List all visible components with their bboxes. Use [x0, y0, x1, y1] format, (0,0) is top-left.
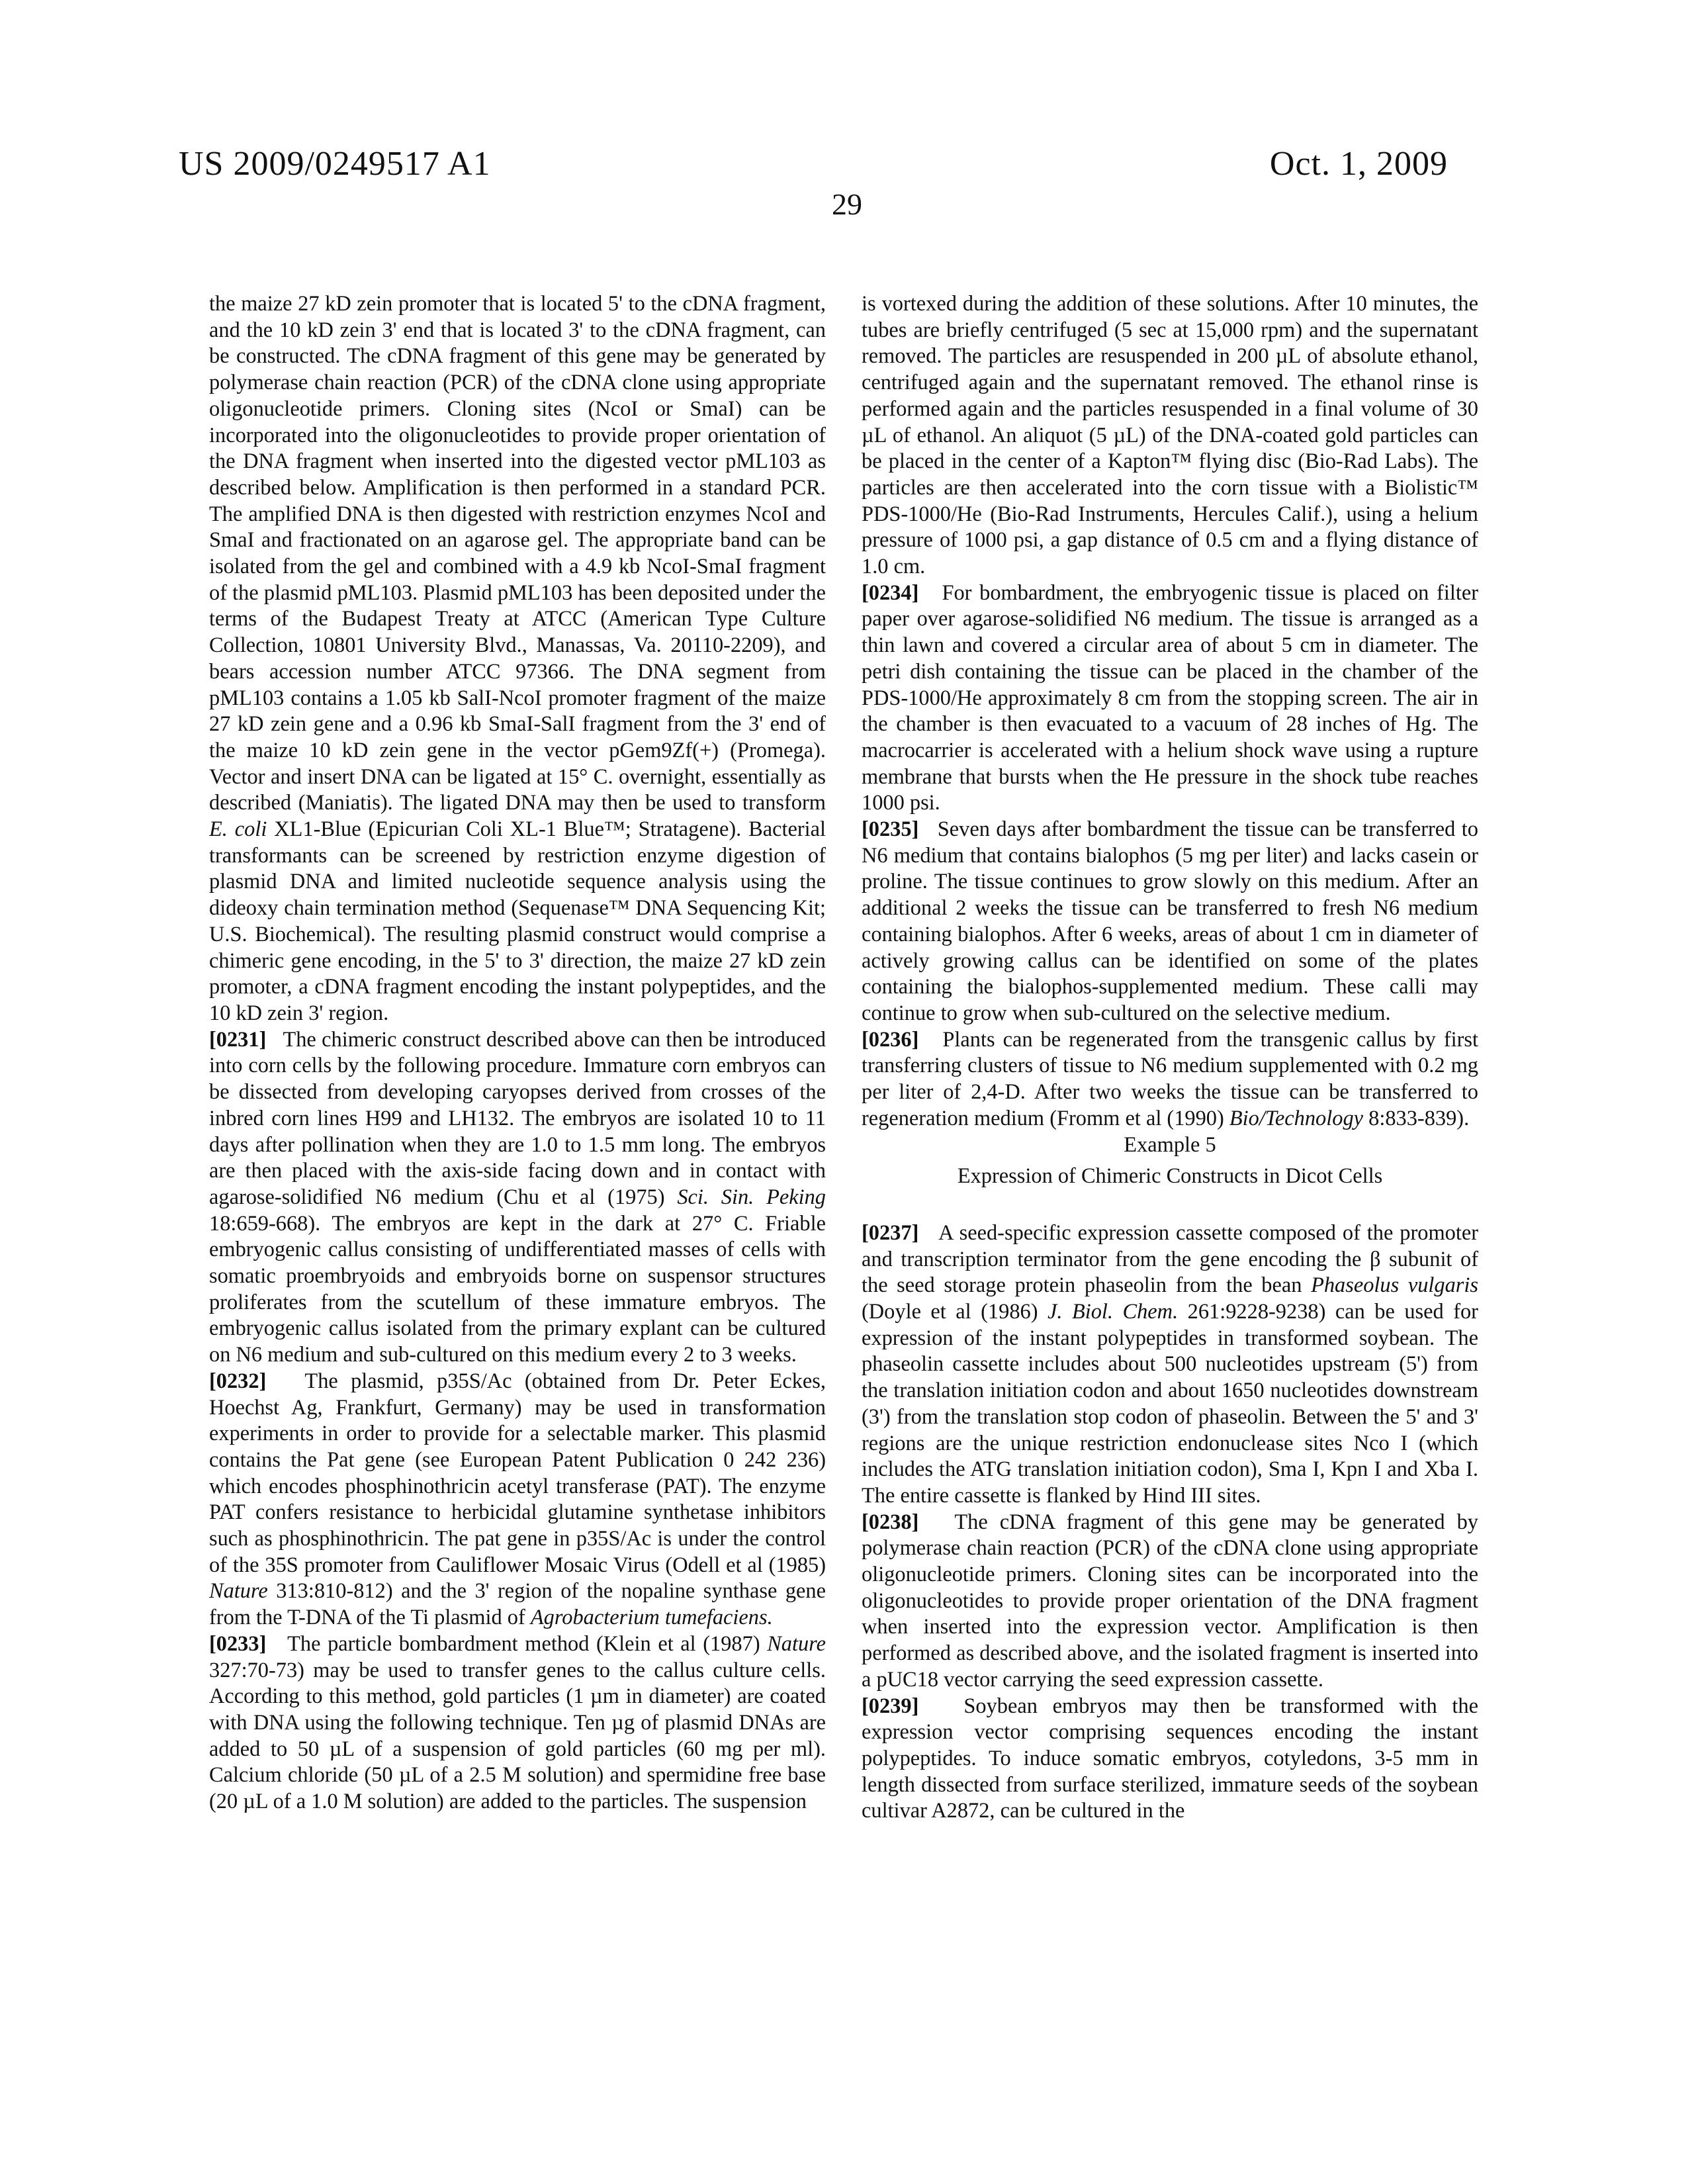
- paragraph-0235: [0235] Seven days after bombardment the tissue can be transferred to N6 medium that contains bialophos (5 mg per liter) and lacks casein or proline. The tissue continues to grow slowly on this medium. After an additional 2 weeks the tissue can be transferred to fresh N6 medium containing bialophos. After 6 weeks, areas of about 1 cm in diameter of actively growing callus can be identified on some of the plates containing the bialophos-supplemented medium. These calli may continue to grow when sub-cultured on the selective medium.: [862, 817, 1478, 1027]
- paragraph-number: [0237]: [862, 1221, 938, 1245]
- paragraph-number: [0232]: [209, 1369, 304, 1393]
- left-column: [209, 291, 826, 2144]
- example-heading: Example 5: [862, 1132, 1478, 1159]
- page-header: [0, 0, 1694, 265]
- paragraph-number: [0235]: [862, 817, 938, 841]
- paragraph-0239: [0239] Soybean embryos may then be transformed with the expression vector comprising sequences encoding the instant polypeptides. To induce somatic embryos, cotyledons, 3-5 mm in length dissected from surface sterilized, immature seeds of the soybean cultivar A2872, can be cultured in the: [862, 1694, 1478, 1825]
- paragraph-continuation: the maize 27 kD zein promoter that is located 5' to the cDNA fragment, and the 10 kD zein 3' end that is located 3' to the cDNA fragment, can be constructed. The cDNA fragment of this gene may be generated by polymerase chain reaction (PCR) of the cDNA clone using appropriate oligonucleotide primers. Cloning sites (NcoI or SmaI) can be incorporated into the oligonucleotides to provide proper orientation of the DNA fragment when inserted into the digested vector pML103 as described below. Amplification is then performed in a standard PCR. The amplified DNA is then digested with restriction enzymes NcoI and SmaI and fractionated on an agarose gel. The appropriate band can be isolated from the gel and combined with a 4.9 kb NcoI-SmaI fragment of the plasmid pML103. Plasmid pML103 has been deposited under the terms of the Budapest Treaty at ATCC (American Type Culture Collection, 10801 University Blvd., Manassas, Va. 20110-2209), and bears accession number ATCC 97366. The DNA segment from pML103 contains a 1.05 kb SalI-NcoI promoter fragment of the maize 27 kD zein gene and a 0.96 kb SmaI-SalI fragment from the 3' end of the maize 10 kD zein gene in the vector pGem9Zf(+) (Promega). Vector and insert DNA can be ligated at 15° C. overnight, essentially as described (Maniatis). The ligated DNA may then be used to transform E. coli XL1-Blue (Epicurian Coli XL-1 Blue™; Stratagene). Bacterial transformants can be screened by restriction enzyme digestion of plasmid DNA and limited nucleotide sequence analysis using the dideoxy chain termination method (Sequenase™ DNA Sequencing Kit; U.S. Biochemical). The resulting plasmid construct would comprise a chimeric gene encoding, in the 5' to 3' direction, the maize 27 kD zein promoter, a cDNA fragment encoding the instant polypeptides, and the 10 kD zein 3' region.: [209, 291, 826, 1027]
- paragraph-number: [0234]: [862, 581, 942, 605]
- paragraph-number: [0233]: [209, 1632, 287, 1656]
- paragraph-continuation: is vortexed during the addition of these solutions. After 10 minutes, the tubes are briefly centrifuged (5 sec at 15,000 rpm) and the supernatant removed. The particles are resuspended in 200 µL of absolute ethanol, centrifuged again and the supernatant removed. The ethanol rinse is performed again and the particles resuspended in a final volume of 30 µL of ethanol. An aliquot (5 µL) of the DNA-coated gold particles can be placed in the center of a Kapton™ flying disc (Bio-Rad Labs). The particles are then accelerated into the corn tissue with a Biolistic™ PDS-1000/He (Bio-Rad Instruments, Hercules Calif.), using a helium pressure of 1000 psi, a gap distance of 0.5 cm and a flying distance of 1.0 cm.: [862, 291, 1478, 580]
- paragraph-0231: [0231] The chimeric construct described above can then be introduced into corn cells by the following procedure. Immature corn embryos can be dissected from developing caryopses derived from crosses of the inbred corn lines H99 and LH132. The embryos are isolated 10 to 11 days after pollination when they are 1.0 to 1.5 mm long. The embryos are then placed with the axis-side facing down and in contact with agarose-solidified N6 medium (Chu et al (1975) Sci. Sin. Peking 18:659-668). The embryos are kept in the dark at 27° C. Friable embryogenic callus consisting of undifferentiated masses of cells with somatic proembryoids and embryoids borne on suspensor structures proliferates from the scutellum of these immature embryos. The embryogenic callus isolated from the primary explant can be cultured on N6 medium and sub-cultured on this medium every 2 to 3 weeks.: [209, 1027, 826, 1369]
- paragraph-0236: [0236] Plants can be regenerated from the transgenic callus by first transferring clusters of tissue to N6 medium supplemented with 0.2 mg per liter of 2,4-D. After two weeks the tissue can be transferred to regeneration medium (Fromm et al (1990) Bio/Technology 8:833-839).: [862, 1027, 1478, 1132]
- paragraph-number: [0231]: [209, 1028, 283, 1052]
- publication-number: US 2009/0249517 A1: [179, 144, 491, 183]
- publication-date: Oct. 1, 2009: [1270, 144, 1448, 183]
- paragraph-0232: [0232] The plasmid, p35S/Ac (obtained from Dr. Peter Eckes, Hoechst Ag, Frankfurt, Germany) may be used in transformation experiments in order to provide for a selectable marker. This plasmid contains the Pat gene (see European Patent Publication 0 242 236) which encodes phosphinothricin acetyl transferase (PAT). The enzyme PAT confers resistance to herbicidal glutamine synthetase inhibitors such as phosphinothricin. The pat gene in p35S/Ac is under the control of the 35S promoter from Cauliflower Mosaic Virus (Odell et al (1985) Nature 313:810-812) and the 3' region of the nopaline synthase gene from the T-DNA of the Ti plasmid of Agrobacterium tumefaciens.: [209, 1369, 826, 1631]
- paragraph-number: [0238]: [862, 1510, 954, 1534]
- paragraph-0234: [0234] For bombardment, the embryogenic tissue is placed on filter paper over agarose-solidified N6 medium. The tissue is arranged as a thin lawn and covered a circular area of about 5 cm in diameter. The petri dish containing the tissue can be placed in the chamber of the PDS-1000/He approximately 8 cm from the stopping screen. The air in the chamber is then evacuated to a vacuum of 28 inches of Hg. The macrocarrier is accelerated with a helium shock wave using a rupture membrane that bursts when the He pressure in the shock tube reaches 1000 psi.: [862, 580, 1478, 817]
- example-subheading: Expression of Chimeric Constructs in Dicot Cells: [862, 1163, 1478, 1190]
- paragraph-number: [0239]: [862, 1694, 963, 1718]
- paragraph-0237: [0237] A seed-specific expression cassette composed of the promoter and transcription terminator from the gene encoding the β subunit of the seed storage protein phaseolin from the bean Phaseolus vulgaris (Doyle et al (1986) J. Biol. Chem. 261:9228-9238) can be used for expression of the instant polypeptides in transformed soybean. The phaseolin cassette includes about 500 nucleotides upstream (5') from the translation initiation codon and about 1650 nucleotides downstream (3') from the translation stop codon of phaseolin. Between the 5' and 3' regions are the unique restriction endonuclease sites Nco I (which includes the ATG translation initiation codon), Sma I, Kpn I and Xba I. The entire cassette is flanked by Hind III sites.: [862, 1220, 1478, 1510]
- paragraph-0233: [0233] The particle bombardment method (Klein et al (1987) Nature 327:70-73) may be used to transfer genes to the callus culture cells. According to this method, gold particles (1 µm in diameter) are coated with DNA using the following technique. Ten µg of plasmid DNAs are added to 50 µL of a suspension of gold particles (60 mg per ml). Calcium chloride (50 µL of a 2.5 M solution) and spermidine free base (20 µL of a 1.0 M solution) are added to the particles. The suspension: [209, 1631, 826, 1815]
- page-number: 29: [0, 187, 1694, 222]
- paragraph-0238: [0238] The cDNA fragment of this gene may be generated by polymerase chain reaction (PCR) of the cDNA clone using appropriate oligonucleotide primers. Cloning sites can be incorporated into the oligonucleotides to provide proper orientation of the DNA fragment when inserted into the expression vector. Amplification is then performed as described above, and the isolated fragment is inserted into a pUC18 vector carrying the seed expression cassette.: [862, 1510, 1478, 1694]
- paragraph-number: [0236]: [862, 1028, 942, 1052]
- right-column: [862, 291, 1478, 2144]
